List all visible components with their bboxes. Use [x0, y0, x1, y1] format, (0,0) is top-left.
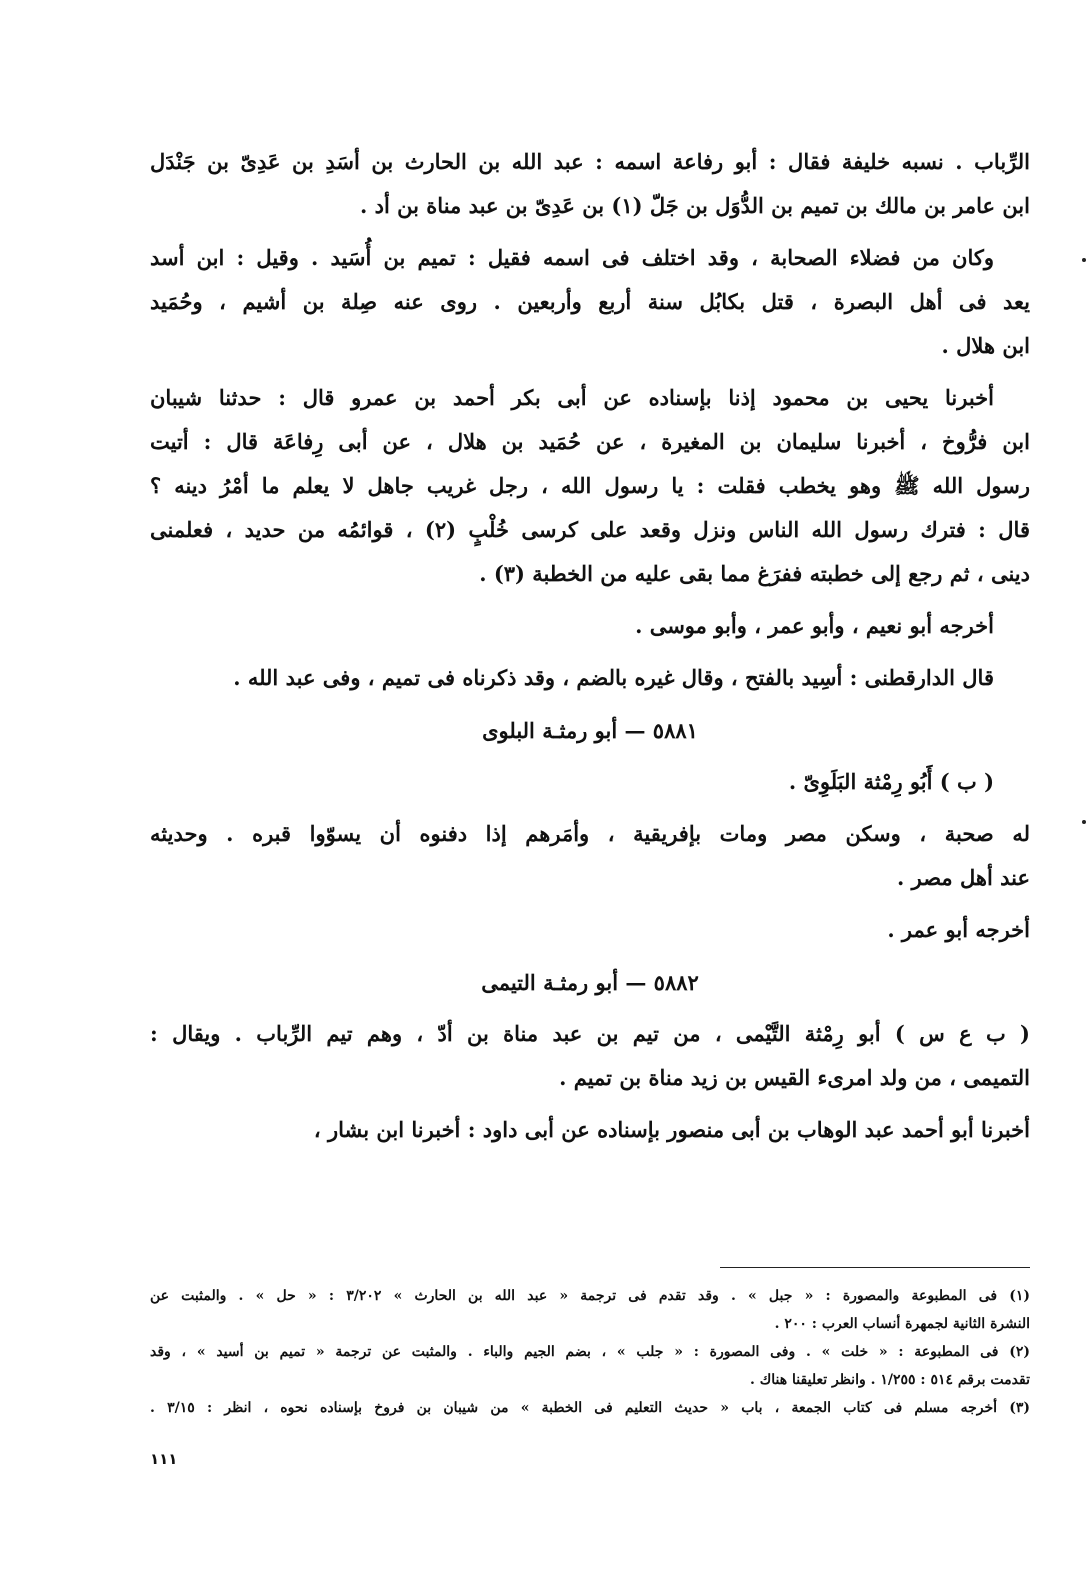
text-line: ابن عامر بن مالك بن تميم بن الدُّوَل بن جَلّ (١) بن عَدِىّ بن عبد مناة بن أد .: [360, 193, 1030, 218]
footnotes: [150, 1282, 1030, 1422]
page-body: [150, 140, 1030, 1160]
text-line: وكان من فضلاء الصحابة ، وقد اختلف فى اسمه فقيل : تميم بن أُسَيد . وقيل : ابن أسد: [150, 245, 994, 270]
paragraph-lineage: [150, 140, 1030, 228]
paragraph-takhrij-1: [150, 604, 1030, 648]
footnote-line: تقدمت برقم ٥١٤ : ١/٢٥٥ . وانظر تعليقنا هناك .: [749, 1372, 1030, 1388]
text-line: ( ب ع س ) أبو رِمْثة التَّيْمى ، من تيم بن عبد مناة بن أدّ ، وهم تيم الرِّباب . ويقال :: [150, 1021, 1030, 1046]
text-line: يعد فى أهل البصرة ، قتل بكابُل سنة أربع وأربعين . روى عنه صِلة بن أشيم ، وحُمَيد: [150, 289, 1030, 314]
paragraph-entry-body-5881: [150, 812, 1030, 900]
paragraph-hadith: [150, 376, 1030, 596]
text-line: أخرجه أبو عمر .: [887, 917, 1030, 942]
text-line: دينى ، ثم رجع إلى خطبته ففرَغ مما بقى عليه من الخطبة (٣) .: [479, 561, 1030, 586]
text-line: عند أهل مصر .: [897, 865, 1030, 890]
text-line: أخرجه أبو نعيم ، وأبو عمر ، وأبو موسى .: [635, 613, 994, 638]
text-line: أخبرنا أبو أحمد عبد الوهاب بن أبى منصور بإسناده عن أبى داود : أخبرنا ابن بشار ،: [313, 1117, 1030, 1142]
entry-heading-5882: ٥٨٨٢ — أبو رمثـة التيمى: [481, 970, 699, 995]
paragraph-companion: [150, 236, 1030, 368]
footnote-line: (٣) أخرجه مسلم فى كتاب الجمعة ، باب « حديث التعليم فى الخطبة » من شيبان بن فروخ بإسناده نحوه ، انظر : ٣/١٥ .: [150, 1400, 1030, 1416]
text-line: رسول الله ﷺ وهو يخطب فقلت : يا رسول الله ، رجل غريب جاهل لا يعلم ما أمْرُ دينه ؟: [150, 473, 1030, 498]
footnote-line: النشرة الثانية لجمهرة أنساب العرب : ٢٠٠ .: [774, 1316, 1030, 1332]
footnote-divider: [720, 1267, 1030, 1268]
text-line: قال : فترك رسول الله الناس ونزل وقعد على كرسى خُلْبٍ (٢) ، قوائمُه من حديد ، فعلمنى: [150, 517, 1030, 542]
footnote-line: (٢) فى المطبوعة : « خلت » . وفى المصورة : « جلب » ، بضم الجيم والباء . والمثبت عن ترجمة « تميم بن أسيد » ، وقد: [150, 1344, 1030, 1360]
paragraph-isnad: [150, 1108, 1030, 1152]
text-line: ابن فرُّوخ ، أخبرنا سليمان بن المغيرة ، عن حُمَيد بن هلال ، عن أبى رِفاعَة قال : أتيت: [150, 429, 1030, 454]
page-number: ١١١: [150, 1450, 178, 1468]
scan-speck: [1082, 820, 1086, 824]
text-line: أخبرنا يحيى بن محمود إذنا بإسناده عن أبى بكر أحمد بن عمرو قال : حدثنا شيبان: [150, 385, 994, 410]
paragraph-entry-name-5882: [150, 1012, 1030, 1100]
paragraph-daraqutni: [150, 656, 1030, 700]
text-line: الرِّباب . نسبه خليفة فقال : أبو رفاعة اسمه : عبد الله بن الحارث بن أسَدِ بن عَدِىّ بن جَنْدَل: [150, 149, 1030, 174]
entry-heading-5881: ٥٨٨١ — أبو رمثـة البلوى: [482, 718, 698, 743]
text-line: التميمى ، من ولد امرىء القيس بن زيد مناة بن تميم .: [559, 1065, 1030, 1090]
text-line: ابن هلال .: [941, 333, 1030, 358]
text-line: ( ب ) أَبُو رِمْثة البَلَوِىّ .: [788, 769, 994, 794]
text-line: قال الدارقطنى : أسِيد بالفتح ، وقال غيره بالضم ، وقد ذكرناه فى تميم ، وفى عبد الله .: [233, 665, 994, 690]
scan-speck: [1082, 258, 1086, 262]
paragraph-takhrij-2: [150, 908, 1030, 952]
text-line: له صحبة ، وسكن مصر ومات بإفريقية ، وأمَرهم إذا دفنوه أن يسوّوا قبره . وحديثه: [150, 821, 1030, 846]
footnote-line: (١) فى المطبوعة والمصورة : « جبل » . وقد تقدم فى ترجمة « عبد الله بن الحارث » ٣/٢٠٢ : « حل » . والمثبت عن: [150, 1288, 1030, 1304]
paragraph-entry-name-5881: [150, 760, 1030, 804]
